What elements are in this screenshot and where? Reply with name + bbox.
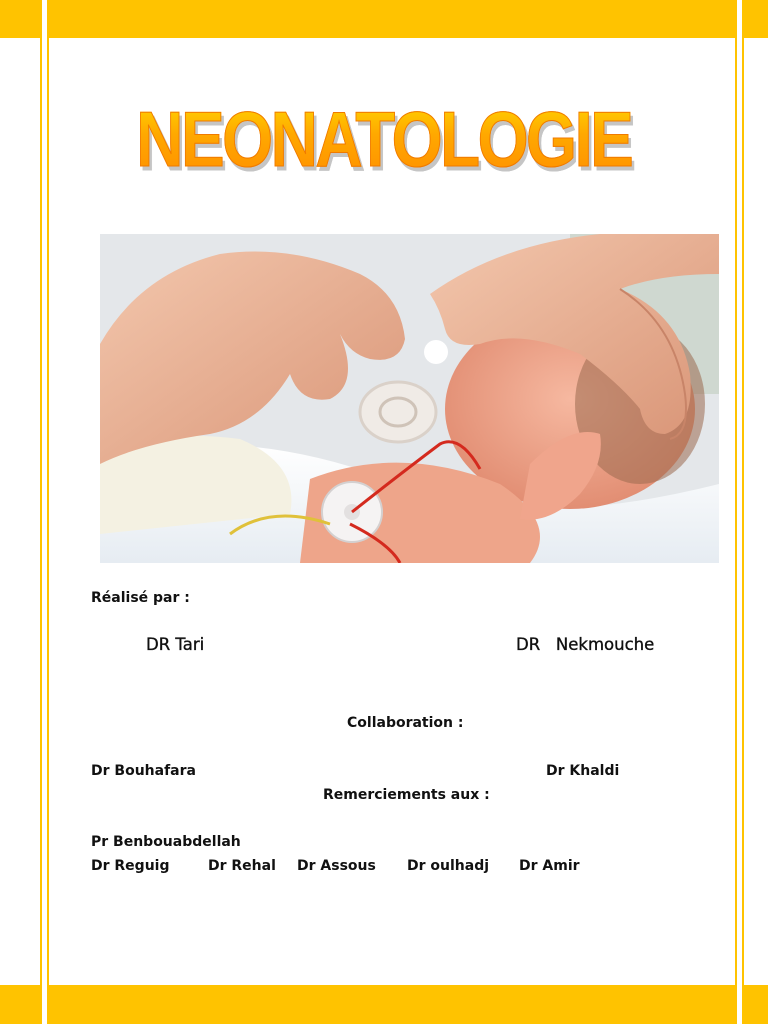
page-title: NEONATOLOGIE bbox=[136, 92, 631, 186]
thanks-name: Dr oulhadj bbox=[407, 858, 490, 874]
thanks-name: Dr Rehal bbox=[208, 858, 276, 874]
thanks-first: Pr Benbouabdellah bbox=[91, 834, 241, 850]
realise-par-label: Réalisé par : bbox=[91, 590, 190, 606]
thanks-name: Dr Reguig bbox=[91, 858, 170, 874]
top-yellow-band bbox=[0, 0, 768, 38]
author-left: DR Tari bbox=[146, 635, 205, 654]
remerciements-label: Remerciements aux : bbox=[323, 787, 490, 803]
title-block bbox=[0, 92, 768, 186]
author-right: DR Nekmouche bbox=[516, 635, 655, 654]
thanks-name: Dr Amir bbox=[519, 858, 580, 874]
newborn-photo bbox=[100, 234, 719, 563]
newborn-photo-illustration bbox=[100, 234, 719, 563]
collaboration-label: Collaboration : bbox=[347, 715, 464, 731]
collaborator-right: Dr Khaldi bbox=[546, 763, 620, 779]
bottom-yellow-band bbox=[0, 985, 768, 1024]
thanks-name: Dr Assous bbox=[297, 858, 376, 874]
collaborator-left: Dr Bouhafara bbox=[91, 763, 196, 779]
